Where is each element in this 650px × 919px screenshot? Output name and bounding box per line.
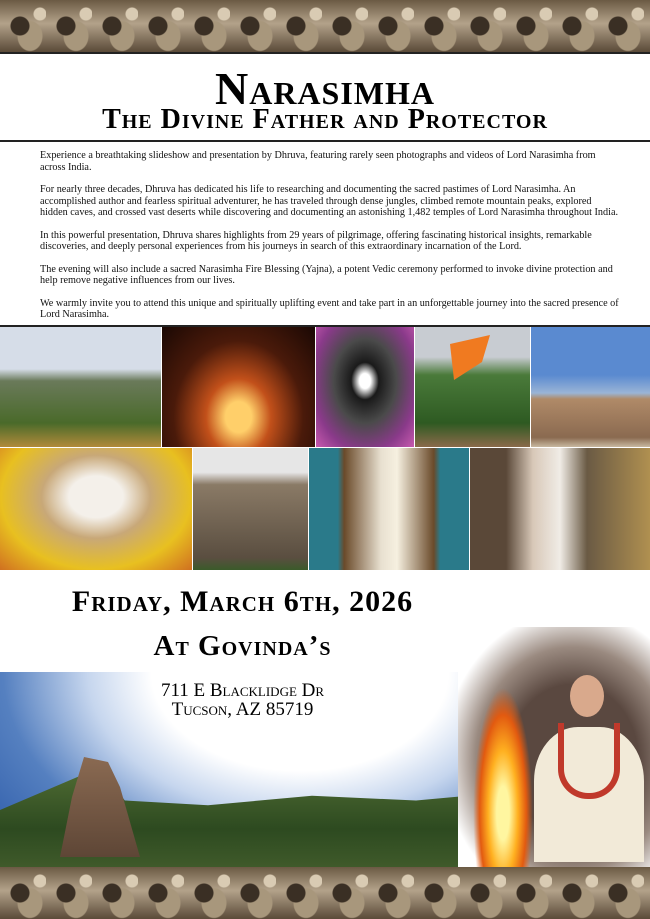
page-title: Narasimha bbox=[214, 63, 435, 114]
photo-sanctum-doorway bbox=[309, 448, 469, 570]
divider-title bbox=[0, 140, 650, 142]
photo-dhruva-seated bbox=[470, 448, 650, 570]
divider-top bbox=[0, 52, 650, 54]
flower-garland bbox=[558, 723, 620, 799]
bottom-carved-frieze bbox=[0, 867, 650, 919]
event-date: Friday, March 6th, 2026 bbox=[71, 585, 414, 618]
paragraph: For nearly three decades, Dhruva has dedicated his life to researching and documenting the sacred pastimes of Lord Narasimha. An accomplished author and fearless spiritual adventurer, he has traveled through dense jungles, climbed remote mountain peaks, explored hidden caves, and crossed vast deserts while discovering and documenting an astonishing 1,482 temples of Lord Narasimha throughout India. bbox=[40, 184, 619, 218]
priest-face bbox=[570, 675, 604, 717]
description bbox=[40, 150, 620, 332]
paragraph: In this powerful presentation, Dhruva shares highlights from 29 years of pilgrimage, offering fascinating historical insights, remarkable discoveries, and deeply personal experiences from his journeys in search of this extraordinary incarnation of the Lord. bbox=[40, 229, 592, 252]
photo-deity-black bbox=[316, 327, 414, 447]
event-venue: At Govinda’s bbox=[153, 630, 332, 662]
top-carved-frieze bbox=[0, 0, 650, 52]
address-line1: 711 E Blacklidge Dr bbox=[160, 680, 325, 701]
photo-fire-blessing bbox=[458, 627, 650, 867]
paragraph: Experience a breathtaking slideshow and presentation by Dhruva, featuring rarely seen photographs and videos of Lord Narasimha from across India. bbox=[40, 150, 596, 173]
photo-stone-temples bbox=[531, 327, 650, 447]
paragraph: We warmly invite you to attend this unique and spiritually uplifting event and take part in an unforgettable journey into the sacred presence of Lord Narasimha. bbox=[40, 297, 619, 320]
paragraph: The evening will also include a sacred Narasimha Fire Blessing (Yajna), a potent Vedic ceremony performed to invoke divine protection and help remove negative influences from our lives. bbox=[40, 263, 613, 286]
photo-flag-mountain bbox=[415, 327, 530, 447]
address-line2: Tucson, AZ 85719 bbox=[171, 699, 314, 720]
page-subtitle: The Divine Father and Protector bbox=[102, 104, 548, 135]
photo-lamp-offering bbox=[162, 327, 315, 447]
photo-hill-temple bbox=[0, 327, 161, 447]
photo-deity-garland bbox=[0, 448, 192, 570]
photo-temple-tower bbox=[193, 448, 308, 570]
saffron-flag bbox=[450, 335, 490, 380]
